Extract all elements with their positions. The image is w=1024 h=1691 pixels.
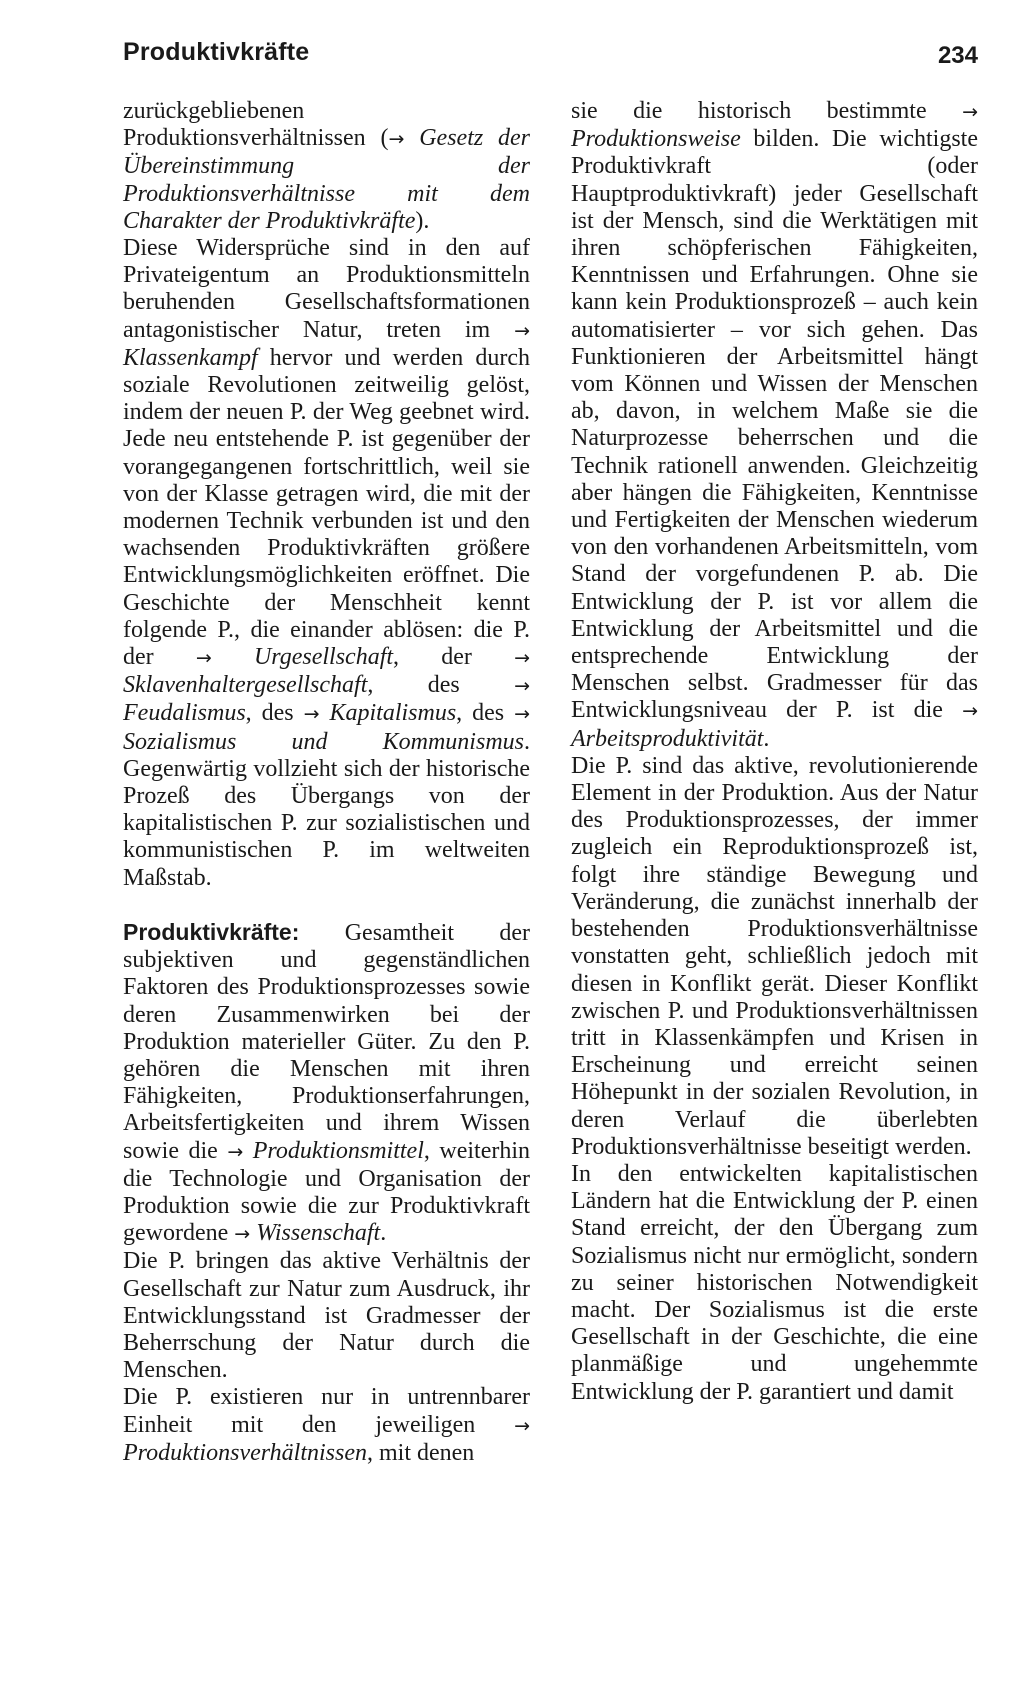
text-run: , der bbox=[393, 644, 515, 671]
arrow-icon: → bbox=[962, 101, 978, 123]
cross-reference: Kapitalismus bbox=[329, 700, 457, 727]
text-run: Gesamtheit der subjektiven und gegenständlichen Faktoren des Produktionsprozesses sowie deren Zusammenwirken bei der Produktion materieller Güter. Zu den P. gehören die Menschen mit ihren Fähigkeiten, Produktionserfahrungen, Arbeitsfertigkeiten und ihrem Wissen sowie die bbox=[123, 919, 530, 1164]
text-run: , des bbox=[456, 700, 515, 727]
text-run: , des bbox=[245, 700, 304, 727]
text-run: . Gegenwärtig vollzieht sich der historische Prozeß des Übergangs von der kapitalistischen P. zur sozialistischen und kommunistischen P. im weltweiten Maßstab. bbox=[123, 728, 530, 891]
arrow-icon: → bbox=[514, 703, 530, 726]
cross-reference: Feudalismus bbox=[123, 700, 246, 727]
cross-reference: Sozialismus und Kommunismus bbox=[123, 728, 524, 755]
arrow-icon: → bbox=[962, 700, 978, 723]
arrow-icon: → bbox=[303, 703, 320, 726]
cross-reference: Klassenkampf bbox=[123, 344, 258, 371]
page-header bbox=[123, 38, 978, 78]
cross-reference: Sklavenhaltergesellschaft bbox=[123, 672, 368, 699]
text-run: bilden. Die wichtigste Produktivkraft (oder Hauptproduktivkraft) jeder Gesellschaft ist der Mensch, sind die Werktätigen mit ihren schöpferischen Fähigkeiten, Kenntnissen und Erfahrungen. Ohne sie kann kein Produktionsprozeß – auch kein automatisierter – vor sich gehen. Das Funktionieren der Arbeitsmittel hängt vom Können und Wissen der Menschen ab, davon, in welchem Maße sie die Naturprozesse beherrschen und die Technik rationell anwenden. Gleichzeitig aber hängen die Fähigkeiten, Kenntnisse und Fertigkeiten der Menschen wiederum von den vorhandenen Arbeitsmitteln, vom Stand der vorgefundenen P. ab. Die Entwicklung der P. ist vor allem die Entwicklung der Arbeitsmittel und die entsprechende Entwicklung der Menschen selbst. Gradmesser für das Entwicklungsniveau der P. ist die bbox=[571, 126, 978, 724]
cross-reference: Gesetz der Übereinstimmung der Produktionsverhältnisse mit dem Charakter der Produktivkräfte bbox=[123, 125, 531, 234]
text-run: , mit denen bbox=[366, 1439, 475, 1466]
text-run: . bbox=[380, 1220, 387, 1247]
arrow-icon: → bbox=[514, 647, 530, 670]
arrow-icon: → bbox=[227, 1140, 244, 1163]
text-run: Die P. bringen das aktive Verhältnis der Gesellschaft zur Natur zum Ausdruck, ihr Entwicklungsstand ist Gradmesser der Beherrschung der Natur durch die Menschen. bbox=[123, 1248, 530, 1384]
cross-reference: Produktionsweise bbox=[571, 126, 741, 153]
paragraph bbox=[123, 98, 530, 235]
text-run: . bbox=[763, 725, 770, 752]
text-run: ). bbox=[415, 207, 430, 234]
paragraph bbox=[123, 235, 530, 892]
paragraph bbox=[123, 1248, 530, 1384]
left-column bbox=[123, 98, 530, 1467]
paragraph bbox=[571, 1161, 978, 1406]
paragraph bbox=[571, 753, 978, 1161]
page-number: 234 bbox=[937, 42, 978, 69]
text-run: Die P. existieren nur in untrennbarer Einheit mit den jeweiligen bbox=[123, 1384, 530, 1438]
cross-reference: Arbeitsproduktivität bbox=[571, 725, 764, 752]
cross-reference: Produktionsverhältnissen bbox=[123, 1439, 367, 1466]
text-run: , weiterhin die Technologie und Organisation der Produktion sowie die zur Produktivkraft gewordene bbox=[123, 1137, 530, 1247]
cross-reference: Produktionsmittel bbox=[252, 1137, 424, 1164]
text-run: In den entwickelten kapitalistischen Ländern hat die Entwicklung der P. einen Stand erreicht, der den Übergang zum Sozialismus nicht nur ermöglicht, sondern zu seiner historischen Notwendigkeit macht. Der Sozialismus ist die erste Gesellschaft in der Geschichte, die eine planmäßige und ungehemmte Entwicklung der P. garantiert und damit bbox=[571, 1160, 978, 1405]
text-run: , des bbox=[367, 672, 515, 699]
arrow-icon: → bbox=[388, 128, 405, 151]
paragraph bbox=[123, 1384, 530, 1467]
running-head: Produktivkräfte bbox=[123, 38, 310, 66]
text-run: sie die historisch bestimmte bbox=[571, 98, 963, 124]
cross-reference: Wissenschaft bbox=[256, 1220, 381, 1247]
arrow-icon: → bbox=[514, 319, 530, 342]
arrow-icon: → bbox=[514, 675, 530, 698]
text-run: hervor und werden durch soziale Revolutionen zeitweilig gelöst, indem der neuen P. der Weg geebnet wird. Jede neu entstehende P. ist gegenüber der vorangegangenen fortschrittlich, weil sie von der Klasse getragen wird, die mit der modernen Technik verbunden ist und den wachsenden Produktivkräften größere Entwicklungsmöglichkeiten eröffnet. Die Geschichte der Menschheit kennt folgende P., die einander ablösen: die P. der bbox=[123, 344, 530, 671]
arrow-icon: → bbox=[514, 1414, 530, 1437]
entry-headword: Produktivkräfte: bbox=[123, 918, 300, 945]
paragraph bbox=[571, 98, 978, 753]
text-run: zurückgebliebenen Produktionsverhältnissen ( bbox=[123, 98, 389, 152]
arrow-icon: → bbox=[195, 647, 212, 670]
text-run: Die P. sind das aktive, revolutionierende Element in der Produktion. Aus der Natur des Produktionsprozesses, der immer zugleich ein Reproduktionsprozeß ist, folgt ihre ständige Bewegung und Veränderung, die zunächst innerhalb der bestehenden Produktionsverhältnisse vonstatten geht, schließlich jedoch mit diesen in Konflikt gerät. Dieser Konflikt zwischen P. und Produktionsverhältnissen tritt in Klassenkämpfen und Krisen in Erscheinung und erreicht seinen Höhepunkt in der sozialen Revolution, in deren Verlauf die überlebten Produktionsverhältnisse beseitigt werden. bbox=[571, 752, 978, 1160]
text-run: Diese Widersprüche sind in den auf Privateigentum an Produktionsmitteln beruhenden Gesellschaftsformationen antagonistischer Natur, treten im bbox=[123, 235, 530, 343]
dictionary-entry bbox=[123, 919, 530, 1248]
cross-reference: Urgesellschaft bbox=[253, 644, 394, 671]
arrow-icon: → bbox=[234, 1223, 251, 1246]
right-column bbox=[571, 98, 978, 1406]
